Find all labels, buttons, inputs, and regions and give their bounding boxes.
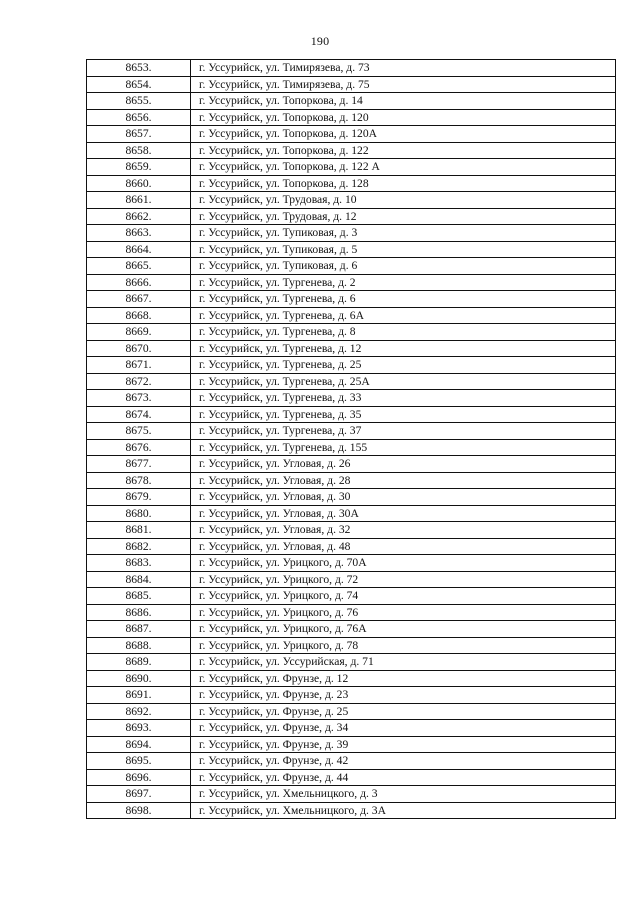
address-cell: г. Уссурийск, ул. Тимирязева, д. 75 bbox=[191, 76, 616, 93]
address-cell: г. Уссурийск, ул. Фрунзе, д. 23 bbox=[191, 687, 616, 704]
table-row bbox=[87, 109, 616, 126]
address-cell: г. Уссурийск, ул. Тургенева, д. 12 bbox=[191, 340, 616, 357]
row-number-cell: 8662. bbox=[87, 208, 191, 225]
table-row bbox=[87, 357, 616, 374]
table-row bbox=[87, 621, 616, 638]
row-number-cell: 8689. bbox=[87, 654, 191, 671]
row-number-cell: 8688. bbox=[87, 637, 191, 654]
address-cell: г. Уссурийск, ул. Фрунзе, д. 34 bbox=[191, 720, 616, 737]
address-cell: г. Уссурийск, ул. Тургенева, д. 6 bbox=[191, 291, 616, 308]
table-row bbox=[87, 258, 616, 275]
address-cell: г. Уссурийск, ул. Фрунзе, д. 42 bbox=[191, 753, 616, 770]
row-number-cell: 8678. bbox=[87, 472, 191, 489]
row-number-cell: 8658. bbox=[87, 142, 191, 159]
row-number-cell: 8687. bbox=[87, 621, 191, 638]
table-row bbox=[87, 423, 616, 440]
address-cell: г. Уссурийск, ул. Тургенева, д. 155 bbox=[191, 439, 616, 456]
address-cell: г. Уссурийск, ул. Фрунзе, д. 25 bbox=[191, 703, 616, 720]
row-number-cell: 8654. bbox=[87, 76, 191, 93]
row-number-cell: 8661. bbox=[87, 192, 191, 209]
table-row bbox=[87, 555, 616, 572]
table-row bbox=[87, 505, 616, 522]
address-cell: г. Уссурийск, ул. Урицкого, д. 76 bbox=[191, 604, 616, 621]
address-cell: г. Уссурийск, ул. Уссурийская, д. 71 bbox=[191, 654, 616, 671]
table-row bbox=[87, 736, 616, 753]
row-number-cell: 8659. bbox=[87, 159, 191, 176]
table-row bbox=[87, 802, 616, 819]
table-row bbox=[87, 324, 616, 341]
address-cell: г. Уссурийск, ул. Топоркова, д. 122 bbox=[191, 142, 616, 159]
row-number-cell: 8698. bbox=[87, 802, 191, 819]
table-row bbox=[87, 439, 616, 456]
table-row bbox=[87, 571, 616, 588]
table-row bbox=[87, 538, 616, 555]
address-cell: г. Уссурийск, ул. Тургенева, д. 8 bbox=[191, 324, 616, 341]
address-cell: г. Уссурийск, ул. Тургенева, д. 25 bbox=[191, 357, 616, 374]
row-number-cell: 8679. bbox=[87, 489, 191, 506]
row-number-cell: 8674. bbox=[87, 406, 191, 423]
address-cell: г. Уссурийск, ул. Угловая, д. 48 bbox=[191, 538, 616, 555]
address-cell: г. Уссурийск, ул. Урицкого, д. 76А bbox=[191, 621, 616, 638]
table-row bbox=[87, 175, 616, 192]
address-cell: г. Уссурийск, ул. Тургенева, д. 2 bbox=[191, 274, 616, 291]
row-number-cell: 8676. bbox=[87, 439, 191, 456]
table-row bbox=[87, 588, 616, 605]
table-row bbox=[87, 687, 616, 704]
address-cell: г. Уссурийск, ул. Угловая, д. 26 bbox=[191, 456, 616, 473]
table-row bbox=[87, 489, 616, 506]
address-cell: г. Уссурийск, ул. Тупиковая, д. 3 bbox=[191, 225, 616, 242]
row-number-cell: 8665. bbox=[87, 258, 191, 275]
table-row bbox=[87, 654, 616, 671]
table-row bbox=[87, 241, 616, 258]
address-cell: г. Уссурийск, ул. Тургенева, д. 25А bbox=[191, 373, 616, 390]
row-number-cell: 8680. bbox=[87, 505, 191, 522]
table-row bbox=[87, 142, 616, 159]
row-number-cell: 8682. bbox=[87, 538, 191, 555]
address-cell: г. Уссурийск, ул. Трудовая, д. 12 bbox=[191, 208, 616, 225]
row-number-cell: 8686. bbox=[87, 604, 191, 621]
table-row bbox=[87, 126, 616, 143]
address-cell: г. Уссурийск, ул. Тупиковая, д. 6 bbox=[191, 258, 616, 275]
row-number-cell: 8660. bbox=[87, 175, 191, 192]
row-number-cell: 8675. bbox=[87, 423, 191, 440]
table-row bbox=[87, 786, 616, 803]
row-number-cell: 8693. bbox=[87, 720, 191, 737]
table-row bbox=[87, 159, 616, 176]
address-cell: г. Уссурийск, ул. Тургенева, д. 33 bbox=[191, 390, 616, 407]
address-cell: г. Уссурийск, ул. Фрунзе, д. 44 bbox=[191, 769, 616, 786]
table-row bbox=[87, 637, 616, 654]
table-row bbox=[87, 373, 616, 390]
table-row bbox=[87, 753, 616, 770]
row-number-cell: 8656. bbox=[87, 109, 191, 126]
address-cell: г. Уссурийск, ул. Тургенева, д. 6А bbox=[191, 307, 616, 324]
row-number-cell: 8657. bbox=[87, 126, 191, 143]
address-cell: г. Уссурийск, ул. Трудовая, д. 10 bbox=[191, 192, 616, 209]
row-number-cell: 8670. bbox=[87, 340, 191, 357]
table-row bbox=[87, 307, 616, 324]
table-row bbox=[87, 703, 616, 720]
address-cell: г. Уссурийск, ул. Топоркова, д. 120А bbox=[191, 126, 616, 143]
row-number-cell: 8655. bbox=[87, 93, 191, 110]
table-row bbox=[87, 192, 616, 209]
row-number-cell: 8692. bbox=[87, 703, 191, 720]
row-number-cell: 8696. bbox=[87, 769, 191, 786]
table-row bbox=[87, 406, 616, 423]
table-row bbox=[87, 390, 616, 407]
table-row bbox=[87, 93, 616, 110]
table-row bbox=[87, 76, 616, 93]
table-row bbox=[87, 274, 616, 291]
row-number-cell: 8685. bbox=[87, 588, 191, 605]
address-cell: г. Уссурийск, ул. Угловая, д. 30 bbox=[191, 489, 616, 506]
table-row bbox=[87, 604, 616, 621]
address-cell: г. Уссурийск, ул. Угловая, д. 32 bbox=[191, 522, 616, 539]
row-number-cell: 8697. bbox=[87, 786, 191, 803]
row-number-cell: 8694. bbox=[87, 736, 191, 753]
row-number-cell: 8653. bbox=[87, 60, 191, 77]
row-number-cell: 8672. bbox=[87, 373, 191, 390]
address-cell: г. Уссурийск, ул. Угловая, д. 28 bbox=[191, 472, 616, 489]
table-row bbox=[87, 472, 616, 489]
address-cell: г. Уссурийск, ул. Топоркова, д. 128 bbox=[191, 175, 616, 192]
table-row bbox=[87, 720, 616, 737]
address-cell: г. Уссурийск, ул. Угловая, д. 30А bbox=[191, 505, 616, 522]
row-number-cell: 8681. bbox=[87, 522, 191, 539]
row-number-cell: 8695. bbox=[87, 753, 191, 770]
address-cell: г. Уссурийск, ул. Фрунзе, д. 39 bbox=[191, 736, 616, 753]
address-cell: г. Уссурийск, ул. Урицкого, д. 72 bbox=[191, 571, 616, 588]
address-cell: г. Уссурийск, ул. Топоркова, д. 120 bbox=[191, 109, 616, 126]
table-row bbox=[87, 340, 616, 357]
table-row bbox=[87, 291, 616, 308]
address-cell: г. Уссурийск, ул. Фрунзе, д. 12 bbox=[191, 670, 616, 687]
table-row bbox=[87, 225, 616, 242]
row-number-cell: 8671. bbox=[87, 357, 191, 374]
row-number-cell: 8684. bbox=[87, 571, 191, 588]
row-number-cell: 8664. bbox=[87, 241, 191, 258]
row-number-cell: 8666. bbox=[87, 274, 191, 291]
row-number-cell: 8667. bbox=[87, 291, 191, 308]
address-table bbox=[86, 59, 616, 819]
address-cell: г. Уссурийск, ул. Тургенева, д. 35 bbox=[191, 406, 616, 423]
row-number-cell: 8690. bbox=[87, 670, 191, 687]
address-cell: г. Уссурийск, ул. Тимирязева, д. 73 bbox=[191, 60, 616, 77]
address-cell: г. Уссурийск, ул. Тупиковая, д. 5 bbox=[191, 241, 616, 258]
table-row bbox=[87, 456, 616, 473]
table-row bbox=[87, 522, 616, 539]
address-cell: г. Уссурийск, ул. Хмельницкого, д. 3 bbox=[191, 786, 616, 803]
address-cell: г. Уссурийск, ул. Топоркова, д. 14 bbox=[191, 93, 616, 110]
table-row bbox=[87, 769, 616, 786]
page-number: 190 bbox=[310, 34, 330, 48]
row-number-cell: 8673. bbox=[87, 390, 191, 407]
address-cell: г. Уссурийск, ул. Урицкого, д. 74 bbox=[191, 588, 616, 605]
row-number-cell: 8683. bbox=[87, 555, 191, 572]
table-row bbox=[87, 60, 616, 77]
address-cell: г. Уссурийск, ул. Урицкого, д. 78 bbox=[191, 637, 616, 654]
address-cell: г. Уссурийск, ул. Топоркова, д. 122 А bbox=[191, 159, 616, 176]
address-table-body bbox=[87, 60, 616, 819]
table-row bbox=[87, 670, 616, 687]
address-cell: г. Уссурийск, ул. Тургенева, д. 37 bbox=[191, 423, 616, 440]
address-cell: г. Уссурийск, ул. Хмельницкого, д. 3А bbox=[191, 802, 616, 819]
address-cell: г. Уссурийск, ул. Урицкого, д. 70А bbox=[191, 555, 616, 572]
row-number-cell: 8669. bbox=[87, 324, 191, 341]
row-number-cell: 8668. bbox=[87, 307, 191, 324]
row-number-cell: 8691. bbox=[87, 687, 191, 704]
row-number-cell: 8663. bbox=[87, 225, 191, 242]
row-number-cell: 8677. bbox=[87, 456, 191, 473]
table-row bbox=[87, 208, 616, 225]
